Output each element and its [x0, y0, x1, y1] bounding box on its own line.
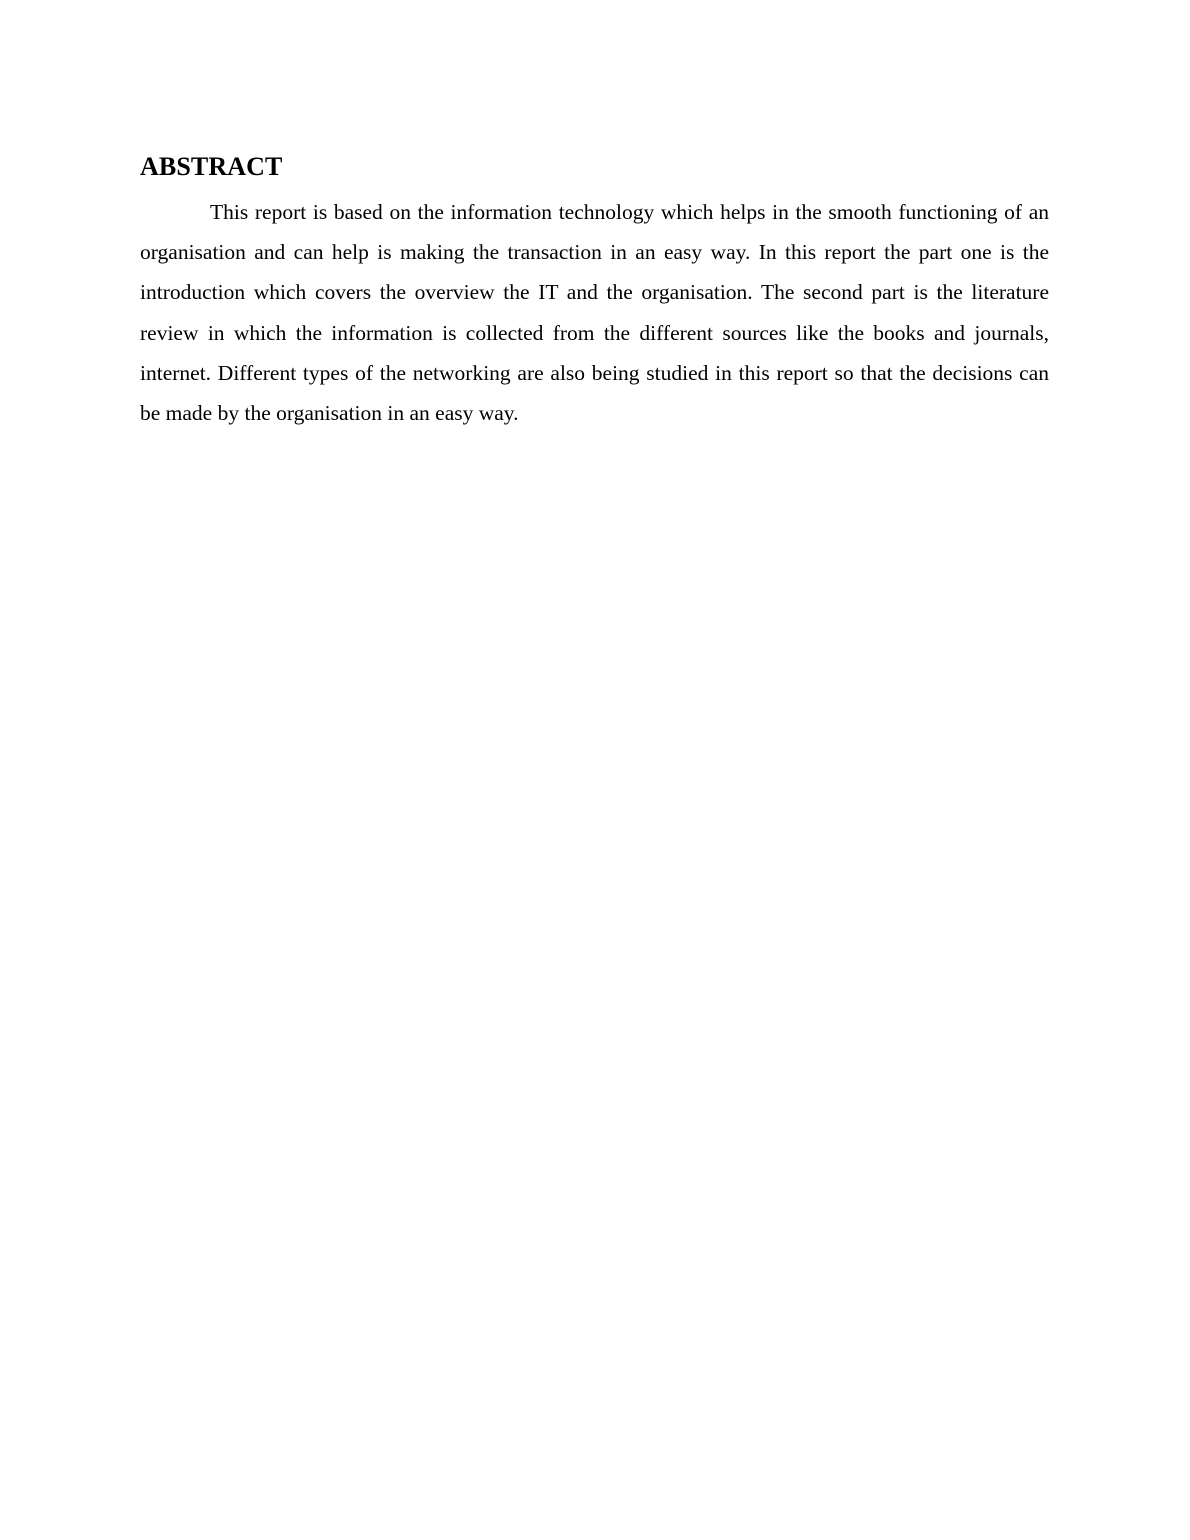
abstract-paragraph: This report is based on the information technology which helps in the smooth functioning of an organisation and can help is making the transaction in an easy way. In this report the part one is the introduction which covers the overview the IT and the organisation. The second part is the literature review in which the information is collected from the different sources like the books and journals, internet. Different types of the networking are also being studied in this report so that the decisions can be made by the organisation in an easy way.: [140, 200, 1049, 426]
page-content: [140, 148, 1049, 433]
abstract-heading: ABSTRACT: [140, 152, 283, 181]
